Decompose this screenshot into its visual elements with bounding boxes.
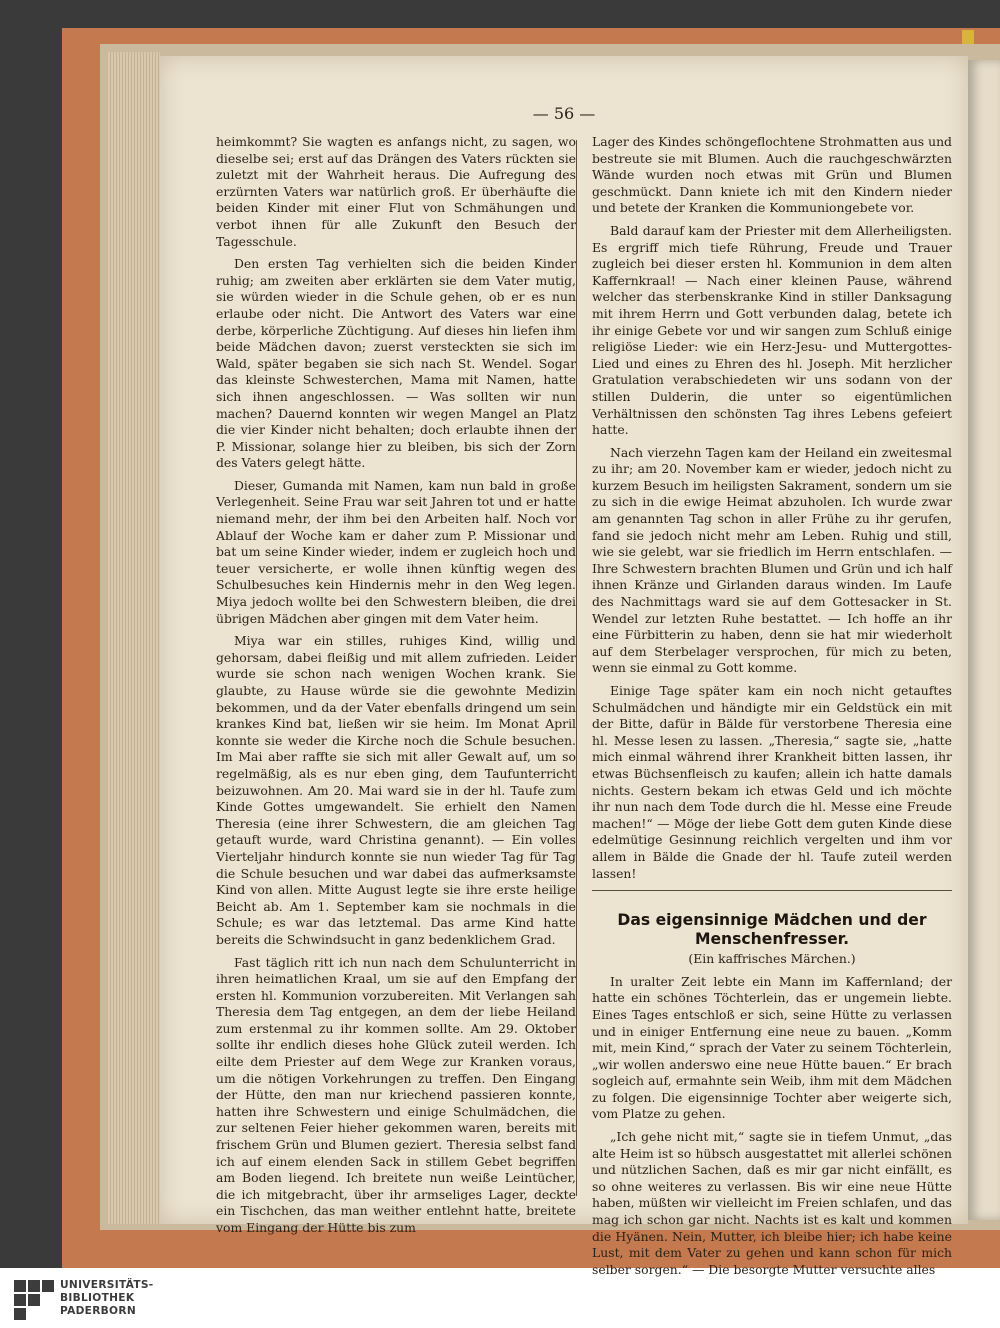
story-subtitle: (Ein kaffrisches Märchen.) (688, 951, 856, 967)
page-number: — 56 — (532, 104, 596, 123)
library-logo-icon (14, 1280, 54, 1320)
paragraph: Lager des Kindes schöngeflochtene Strohmatten aus und bestreute sie mit Blumen. Auch die rauchgeschwärzten Wände wurden noch etwas mit Grün und Blumen geschmückt. Dann kniete ich mit den Kindern nieder und betete der Kranken die Kommuniongebete vor. (592, 134, 952, 216)
facing-page-edge (968, 60, 1000, 1220)
paragraph: Bald darauf kam der Priester mit dem Allerheiligsten. Es ergriff mich tiefe Rührung, Freude und Trauer zugleich bei dieser ersten hl. Kommunion in dem alten Kaffernkraal! — Nach einer kleinen Pause, während welcher das sterbenskranke Kind in stiller Danksagung mit ihrem Herrn und Gott verbunden dalag, betete ich ihr einige Gebete vor und wir sangen zum Schluß einige religiöse Lieder: wie ein Herz-Jesu- und Muttergottes-Lied und eines zu Ehren des hl. Joseph. Mit herzlicher Gratulation verabschiedeten wir uns sodann von der stillen Dulderin, die unter so eigentümlichen Verhältnissen den schönsten Tag ihres Lebens gefeiert hatte. (592, 222, 952, 438)
paragraph: Fast täglich ritt ich nun nach dem Schulunterricht in ihren heimatlichen Kraal, um sie auf den Empfang der ersten hl. Kommunion vorzubereiten. Mit Verlangen sah Theresia dem Tag entgegen, an dem der liebe Heiland zum erstenmal zu ihr kommen sollte. Am 29. Oktober sollte ihr endlich dieses hohe Glück zuteil werden. Ich eilte dem Priester auf dem Wege zur Kranken voraus, um die nötigen Vorkehrungen zu treffen. Den Eingang der Hütte, den man nur kriechend passieren konnte, hatten ihre Schwestern und einige Schulmädchen, die zur seltenen Feier hieher gekommen waren, bereits mit frischem Grün und Blumen geziert. Theresia selbst fand ich auf einem elenden Sack in stillem Gebet begriffen am Boden liegend. Ich breitete nun weiße Leintücher, die ich mitgebracht, über ihr armseliges Lager, deckte ein Tischchen, das man weither entlehnt hatte, breitete vom Eingang der Hütte bis zum (216, 954, 576, 1235)
paragraph: Den ersten Tag verhielten sich die beiden Kinder ruhig; am zweiten aber erklärten sie dem Vater mutig, sie würden wieder in die Schule gehen, ob er es nun erlaube oder nicht. Die Antwort des Vaters war eine derbe, körperliche Züchtigung. Auf dieses hin liefen ihm beide Mädchen davon; zuerst versteckten sie sich im Wald, später begaben sie sich nach St. Wendel. Sogar das kleinste Schwesterchen, Mama mit Namen, hatte sich ihnen angeschlossen. — Was sollten wir nun machen? Dauernd konnten wir wegen Mangel an Platz die vier Kinder nicht behalten; doch erlaubte ihnen der P. Missionar, solange hier zu bleiben, bis sich der Zorn des Vaters gelegt hätte. (216, 256, 576, 471)
paragraph: „Ich gehe nicht mit,“ sagte sie in tiefem Unmut, „das alte Heim ist so hübsch ausgestattet mit allerlei schönen und nützlichen Sachen, daß es mir gar nicht einfällt, es so ohne weiteres zu verlassen. Bis wir eine neue Hütte haben, müßten wir vielleicht im Freien schlafen, und das mag ich schon gar nicht. Nachts ist es kalt und kommen die Hyänen. Nein, Mutter, ich bleibe hier; ich habe keine Lust, mit dem Vater zu gehen und kann schon für mich selber sorgen.“ — Die besorgte Mutter versuchte alles (592, 1129, 952, 1277)
page-56 (160, 56, 968, 1277)
paragraph: Nach vierzehn Tagen kam der Heiland ein zweitesmal zu ihr; am 20. November kam er wieder, jedoch nicht zu kurzem Besuch im heiligsten Sakrament, sondern um sie zu sich in die ewige Heimat abzuholen. Ich wurde zwar am genannten Tag schon in aller Frühe zu ihr gerufen, fand sie jedoch nicht mehr am Leben. Ruhig und still, wie sie gelebt, war sie friedlich im Herrn entschlafen. — Ihre Schwestern brachten Blumen und Grün und ich half ihnen Kränze und Girlanden daraus winden. Im Laufe des Nachmittags ward sie auf dem Gottesacker in St. Wendel zur letzten Ruhe bestattet. — Ich hoffe an ihr eine Fürbitterin zu haben, denn sie hat mir wiederholt auf dem Sterbelager versprochen, für mich zu beten, wenn sie einmal zu Gott komme. (592, 444, 952, 676)
right-column (592, 134, 952, 1284)
paragraph: Dieser, Gumanda mit Namen, kam nun bald in große Verlegenheit. Seine Frau war seit Jahren tot und er hatte niemand mehr, der ihm bei den Arbeiten half. Noch vor Ablauf der Woche kam er daher zum P. Missionar und bat um seine Kinder wieder, indem er zugleich hoch und teuer versicherte, er wolle ihnen künftig wegen des Schulbesuches kein Hindernis mehr in den Weg legen. Miya jedoch wollte bei den Schwestern bleiben, die drei übrigen Mädchen aber gingen mit dem Vater heim. (216, 477, 576, 626)
paragraph: heimkommt? Sie wagten es anfangs nicht, zu sagen, wo dieselbe sei; erst auf das Drängen des Vaters rückten sie zuletzt mit der Wahrheit heraus. Die Aufregung des erzürnten Vaters war natürlich groß. Er überhäufte die beiden Kinder mit einer Flut von Schmähungen und verbot ihnen für alle Zukunft den Besuch der Tagesschule. (216, 134, 576, 249)
paragraph: Miya war ein stilles, ruhiges Kind, willig und gehorsam, dabei fleißig und mit allem zufrieden. Leider wurde sie schon nach wenigen Wochen krank. Sie glaubte, zu Hause würde sie die gewohnte Medizin bekommen, und da der Vater ebenfalls dringend um sein krankes Kind bat, ließen wir sie heim. Im Monat April konnte sie weder die Kirche noch die Schule besuchen. Im Mai aber raffte sie sich mit aller Gewalt auf, um so regelmäßig, als es nur eben ging, dem Taufunterricht beizuwohnen. Am 20. Mai ward sie in der hl. Taufe zum Kinde Gottes umgewandelt. Sie erhielt den Namen Theresia (eine ihrer Schwestern, die am gleichen Tag getauft wurde, ward Christina genannt). — Ein volles Vierteljahr hindurch konnte sie nun wieder Tag für Tag die Schule besuchen und war dabei das aufmerksamste Kind von allen. Mitte August legte sie ihre erste heilige Beicht ab. Am 1. September kam sie nochmals in die Schule; es war das letztemal. Das arme Kind hatte bereits die Schwindsucht in ganz bedenklichem Grad. (216, 633, 576, 947)
story-title: Das eigensinnige Mädchen und der Menschenfresser. (617, 911, 927, 949)
page-edges (108, 52, 160, 1224)
column-divider (576, 140, 577, 1196)
left-column (216, 134, 576, 1243)
paragraph: Einige Tage später kam ein noch nicht getauftes Schulmädchen und händigte mir ein Geldstück ein mit der Bitte, dafür in Bälde für verstorbene Theresia eine hl. Messe lesen zu lassen. „Theresia,“ sagte sie, „hatte mich einmal während ihrer Krankheit bitten lassen, ihr etwas Büchsenfleisch zu kaufen; allein ich hatte damals nichts. Gestern bekam ich etwas Geld und ich möchte ihr nun nach dem Tode durch die hl. Messe eine Freude machen!“ — Möge der liebe Gott dem guten Kinde diese edelmütige Gesinnung reichlich vergelten und ihm vor allem in Bälde die Gnade der hl. Taufe zuteil werden lassen! (592, 683, 952, 881)
library-logo-text: UNIVERSITÄTS- BIBLIOTHEK PADERBORN (60, 1279, 154, 1317)
library-logo (14, 1278, 184, 1322)
paragraph: In uralter Zeit lebte ein Mann im Kaffernland; der hatte ein schönes Töchterlein, das er ungemein liebte. Eines Tages entschloß er sich, seine Hütte zu verlassen und in einiger Entfernung eine neue zu bauen. „Komm mit, mein Kind,“ sprach der Vater zu seinem Töchterlein, „wir wollen anderswo eine neue Hütte bauen.“ Er brach sogleich auf, ermahnte sein Weib, ihm mit dem Mädchen zu folgen. Die eigensinnige Tochter aber weigerte sich, vom Platze zu gehen. (592, 973, 952, 1122)
section-rule (592, 890, 952, 891)
